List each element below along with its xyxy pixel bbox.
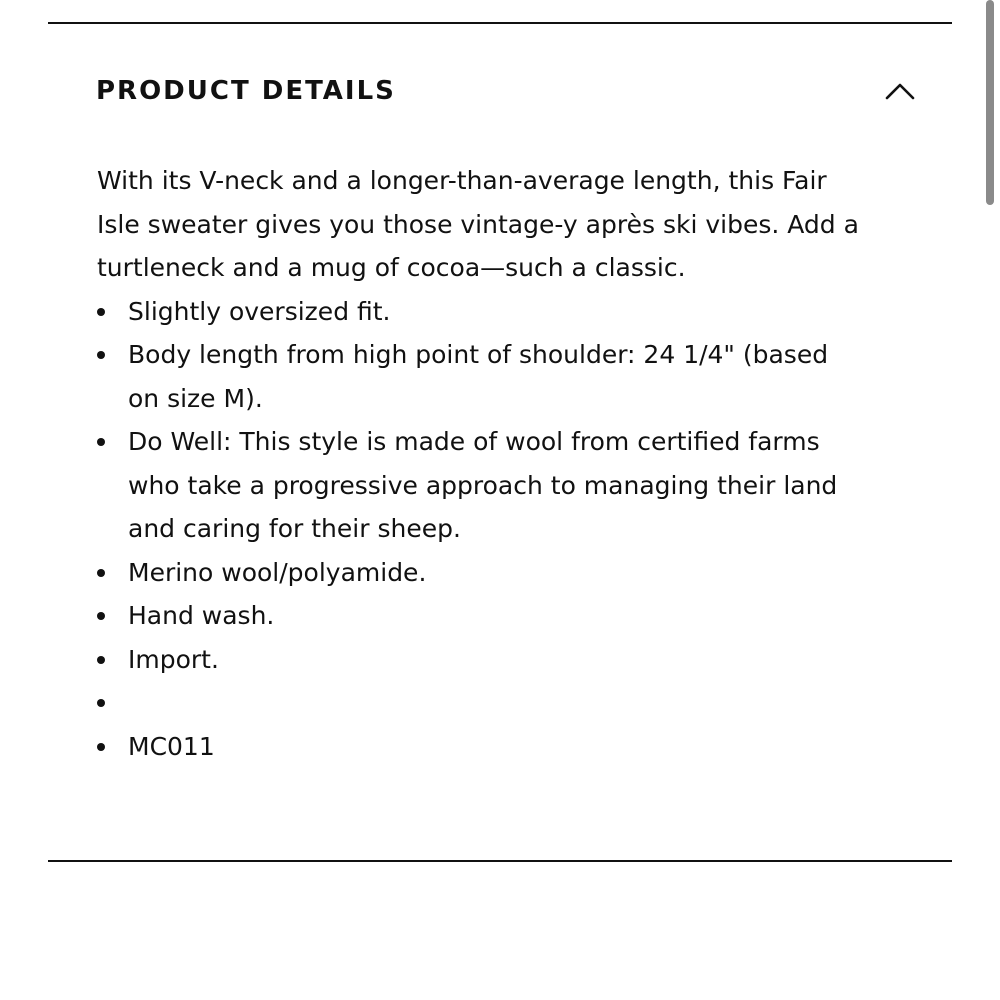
collapse-toggle-button[interactable] (880, 71, 920, 111)
feature-item: Do Well: This style is made of wool from certified farms who take a progressive approach to managing their land and caring for their sheep. (97, 420, 867, 551)
feature-item: Body length from high point of shoulder: 24 1/4" (based on size M). (97, 333, 867, 420)
feature-item: Merino wool/polyamide. (97, 551, 867, 595)
scrollbar-thumb[interactable] (986, 0, 994, 205)
feature-item: Import. (97, 638, 867, 682)
feature-item: Hand wash. (97, 594, 867, 638)
section-title: PRODUCT DETAILS (96, 76, 396, 106)
top-divider (48, 22, 952, 24)
product-description: With its V-neck and a longer-than-average length, this Fair Isle sweater gives you those vintage-y après ski vibes. Add a turtleneck and a mug of cocoa—such a classic. (97, 166, 859, 282)
feature-list (97, 290, 867, 769)
feature-item: MC011 (97, 725, 867, 769)
feature-item (97, 681, 867, 725)
product-details-content (97, 159, 867, 768)
bottom-divider (48, 860, 952, 862)
feature-item: Slightly oversized fit. (97, 290, 867, 334)
chevron-up-icon (885, 82, 915, 100)
product-details-header[interactable] (96, 66, 910, 116)
